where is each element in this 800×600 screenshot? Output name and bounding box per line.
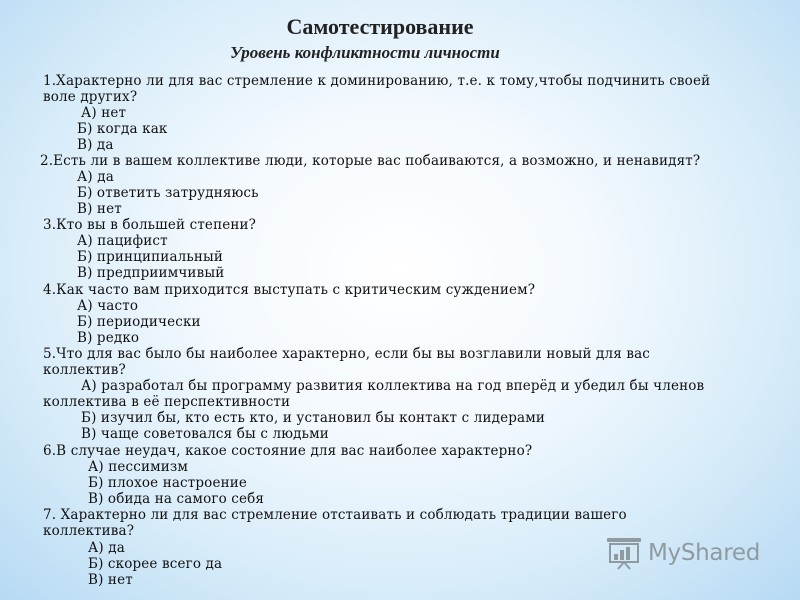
answer-4a: А) часто [77,298,139,314]
answer-3b: Б) принципиальный [77,249,224,265]
question-2: 2.Есть ли в вашем коллективе люди, которые вас побаиваются, а возможно, и ненавидят? [40,153,701,169]
answer-6c: В) обида на самого себя [88,491,265,507]
question-5-line-1: 5.Что для вас было бы наиболее характерно, если бы вы возглавили новый для вас [43,346,651,362]
answer-5a-line-2: коллектива в её перспективности [43,394,291,410]
myshared-logo-text: MyShared [648,540,761,566]
myshared-watermark [604,536,760,570]
question-5-line-2: коллектив? [43,362,126,378]
answer-5a-line-1: А) разработал бы программу развития коллектива на год вперёд и убедил бы членов [81,378,705,394]
answer-4b: Б) периодически [77,314,201,330]
answer-2b: Б) ответить затрудняюсь [77,185,259,201]
question-4: 4.Как часто вам приходится выступать с критическим суждением? [43,282,536,298]
answer-1b: Б) когда как [77,121,168,137]
slide-subtitle: Уровень конфликтности личности [230,43,500,62]
answer-5b: Б) изучил бы, кто есть кто, и установил бы контакт с лидерами [81,410,546,426]
slide-title: Самотестирование [286,14,474,39]
answer-2c: В) нет [77,201,122,217]
answer-7b: Б) скорее всего да [88,556,223,572]
answer-7a: А) да [88,540,125,556]
presentation-screen-icon [604,536,644,570]
question-1-line-1: 1.Характерно ли для вас стремление к доминированию, т.е. к тому,чтобы подчинить своей [43,73,711,89]
answer-2a: А) да [77,169,114,185]
answer-6a: А) пессимизм [88,459,189,475]
question-1-line-2: воле других? [43,89,138,105]
answer-5c: В) чаще советовался бы с людьми [81,426,329,442]
answer-6b: Б) плохое настроение [88,475,248,491]
answer-1a: А) нет [81,105,127,121]
answer-4c: В) редко [77,330,140,346]
question-7-line-1: 7. Характерно ли для вас стремление отстаивать и соблюдать традиции вашего [43,507,627,523]
answer-3a: А) пацифист [77,233,168,249]
question-6: 6.В случае неудач, какое состояние для вас наиболее характерно? [43,443,533,459]
answer-3c: В) предприимчивый [77,265,225,281]
answer-7c: В) нет [88,572,133,588]
question-3: 3.Кто вы в большей степени? [43,217,257,233]
question-7-line-2: коллектива? [43,523,135,539]
answer-1c: В) да [77,137,114,153]
